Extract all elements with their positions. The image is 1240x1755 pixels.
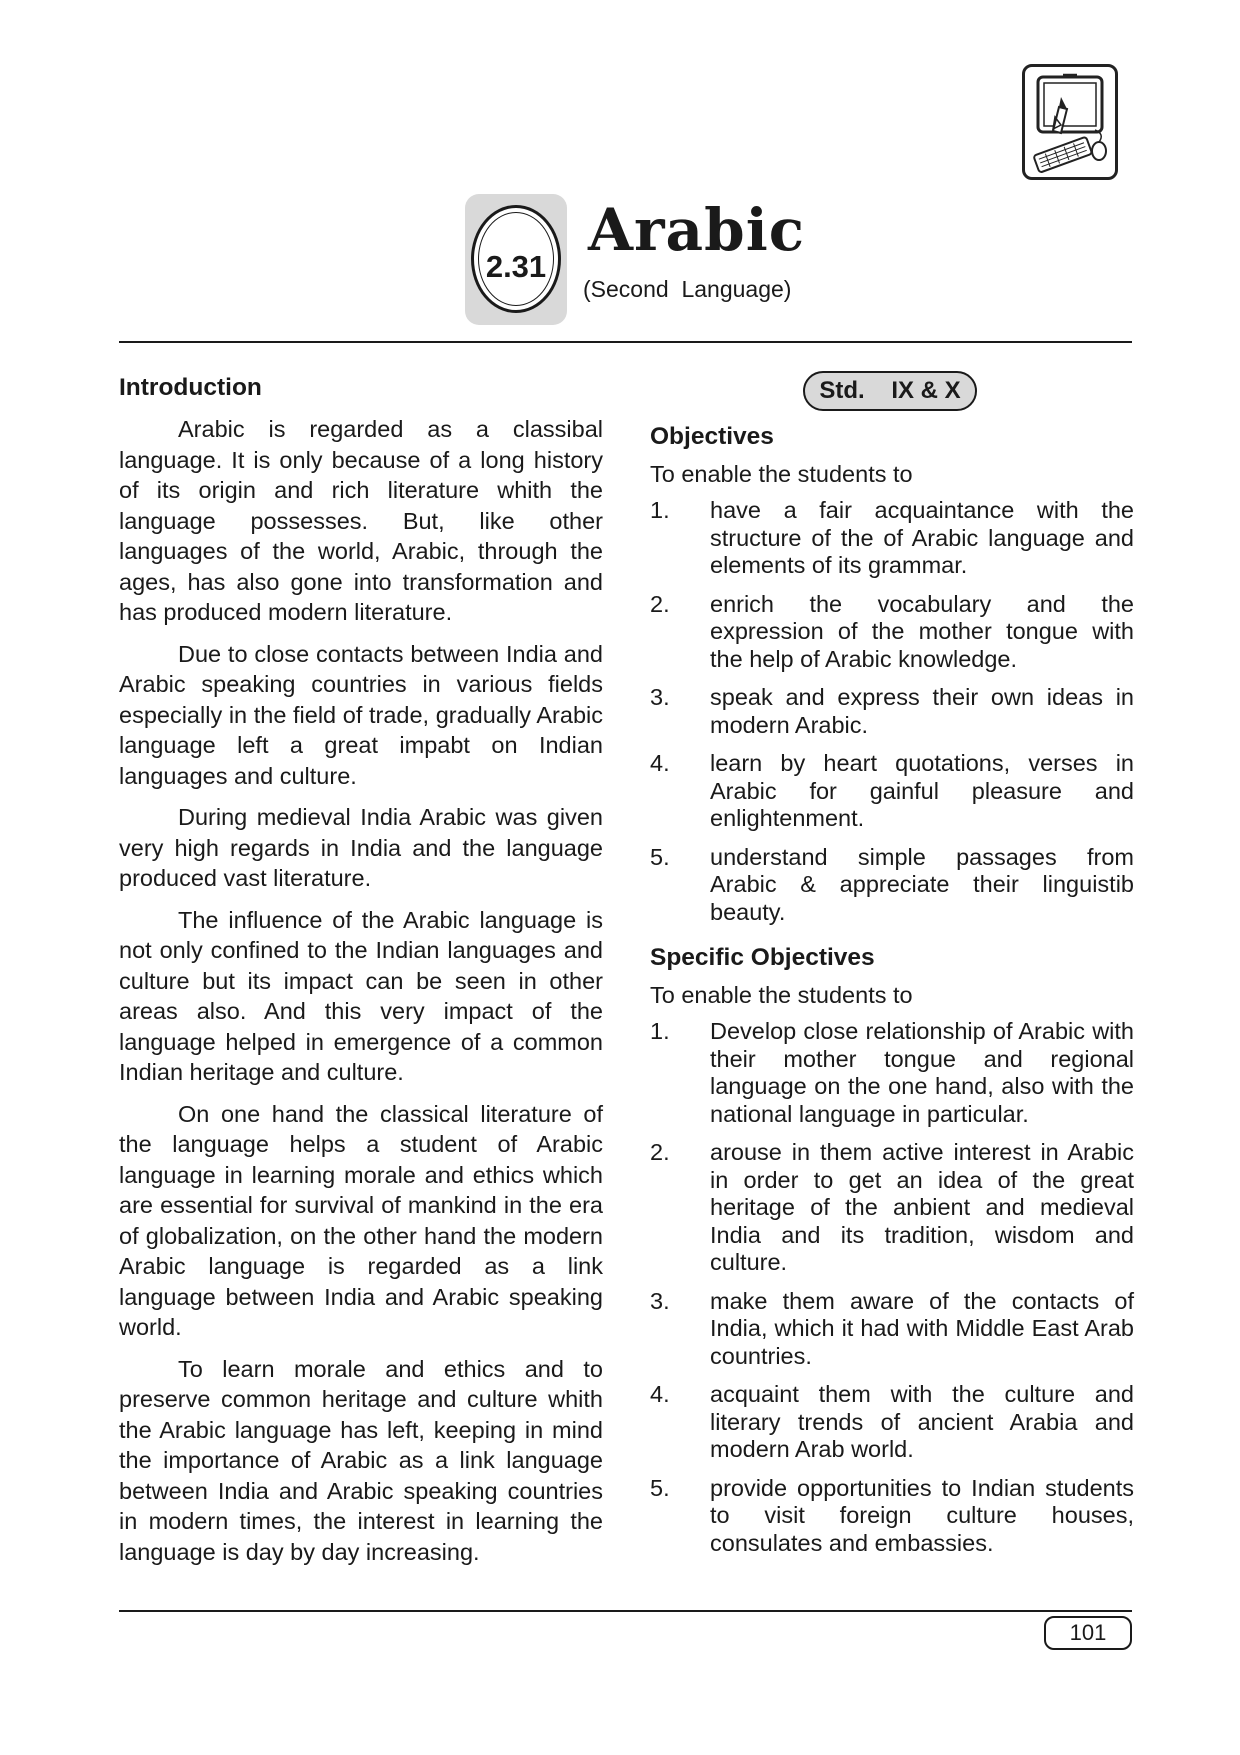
chapter-ring xyxy=(471,205,561,313)
item-text: speak and express their own ideas in modern Arabic. xyxy=(710,684,1134,738)
objectives-list xyxy=(650,497,1134,926)
item-text: make them aware of the contacts of India, which it had with Middle East Arab countries. xyxy=(710,1287,1134,1369)
item-number: 2. xyxy=(650,590,670,617)
item-number: 1. xyxy=(650,497,670,523)
list-item xyxy=(650,844,1134,927)
specific-objectives-section xyxy=(650,942,1134,1568)
objectives-heading: Objectives xyxy=(650,423,774,450)
list-item xyxy=(650,497,1134,580)
intro-paragraph: To learn morale and ethics and to preserve common heritage and culture whith the Arabic language has left, keeping in mind the importance of Arabic as a link language between India and Arabic speaking countries in modern times, the interest in learning the language is day by day increasing. xyxy=(119,1355,603,1565)
list-item xyxy=(650,684,1134,739)
item-number: 5. xyxy=(650,1474,670,1501)
item-number: 2. xyxy=(650,1139,670,1165)
specific-objectives-lead: To enable the students to xyxy=(650,982,913,1008)
item-text: Develop close relationship of Arabic with their mother tongue and regional language on the one hand, also with the national language in particular. xyxy=(710,1018,1134,1127)
objectives-section xyxy=(650,421,1134,937)
objectives-lead: To enable the students to xyxy=(650,461,913,487)
list-item xyxy=(650,1139,1134,1277)
std-badge: Std. IX & X xyxy=(803,371,977,411)
item-number: 4. xyxy=(650,1381,670,1407)
item-text: learn by heart quotations, verses in Arabic for gainful pleasure and enlightenment. xyxy=(710,750,1134,831)
intro-paragraph: On one hand the classical literature of the language helps a student of Arabic language in learning morale and ethics which are essential for survival of mankind in the era of globalization, on the other hand the modern Arabic language is regarded as a link language between India and Arabic speaking world. xyxy=(119,1100,603,1340)
item-number: 1. xyxy=(650,1018,670,1044)
intro-paragraph: Due to close contacts between India and Arabic speaking countries in various fields especially in the field of trade, gradually Arabic language left a great impabt on Indian languages and culture. xyxy=(119,640,603,789)
intro-paragraph: Arabic is regarded as a classibal language. It is only because of a long history of its origin and rich literature whith the language possesses. But, like other languages of the world, Arabic, through the ages, has also gone into transformation and has produced modern literature. xyxy=(119,416,603,625)
introduction-heading: Introduction xyxy=(119,374,262,401)
header-divider xyxy=(119,341,1132,343)
list-item xyxy=(650,1381,1134,1464)
list-item xyxy=(650,1288,1134,1371)
item-text: provide opportunities to Indian students to visit foreign culture houses, consulates and embassies. xyxy=(710,1474,1134,1556)
item-number: 3. xyxy=(650,684,670,710)
specific-objectives-list xyxy=(650,1018,1134,1557)
intro-paragraph: During medieval India Arabic was given very high regards in India and the language produced vast literature. xyxy=(119,804,603,891)
item-number: 5. xyxy=(650,843,670,870)
item-text: understand simple passages from Arabic & appreciate their linguistib beauty. xyxy=(710,843,1134,925)
chapter-badge xyxy=(465,194,567,325)
specific-objectives-heading: Specific Objectives xyxy=(650,944,875,971)
introduction-section xyxy=(119,372,603,1578)
item-text: acquaint them with the culture and literary trends of ancient Arabia and modern Arab world. xyxy=(710,1381,1134,1462)
item-text: enrich the vocabulary and the expression of the mother tongue with the help of Arabic knowledge. xyxy=(710,590,1134,672)
computer-drawing-icon xyxy=(1022,64,1118,180)
list-item xyxy=(650,591,1134,674)
footer-divider xyxy=(119,1610,1132,1612)
page-subtitle: (Second Language) xyxy=(583,276,792,302)
list-item xyxy=(650,1475,1134,1558)
item-text: have a fair acquaintance with the structure of the of Arabic language and elements of its grammar. xyxy=(710,497,1134,578)
list-item xyxy=(650,1018,1134,1128)
item-number: 3. xyxy=(650,1287,670,1314)
item-text: arouse in them active interest in Arabic in order to get an idea of the great heritage of the anbient and medieval India and its tradition, wisdom and culture. xyxy=(710,1139,1134,1275)
intro-paragraph: The influence of the Arabic language is not only confined to the Indian languages and culture but its impact can be seen in other areas also. And this very impact of the language helped in emergence of a common Indian heritage and culture. xyxy=(119,906,603,1085)
page-number: 101 xyxy=(1044,1616,1132,1650)
item-number: 4. xyxy=(650,750,670,776)
list-item xyxy=(650,750,1134,833)
chapter-number: 2.31 xyxy=(485,249,547,284)
page-title: Arabic xyxy=(588,196,806,264)
